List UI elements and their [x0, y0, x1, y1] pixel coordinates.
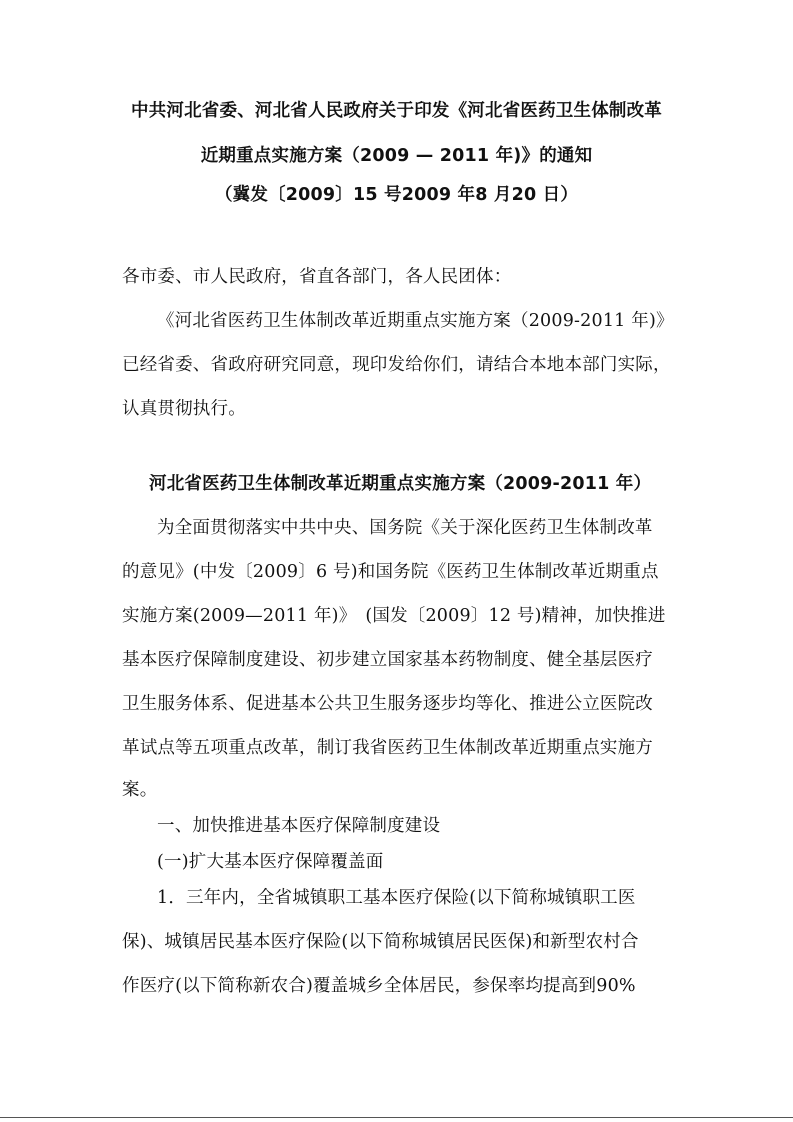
page-bottom-divider — [0, 1117, 793, 1118]
notice-body-line: 认真贯彻执行。 — [122, 399, 246, 419]
item-1-line: 作医疗(以下简称新农合)覆盖城乡全体居民，参保率均提高到90% — [122, 976, 636, 996]
plan-intro-line: 基本医疗保障制度建设、初步建立国家基本药物制度、健全基层医疗 — [122, 650, 653, 670]
plan-intro-line: 的意见》(中发〔2009〕6 号)和国务院《医药卫生体制改革近期重点 — [122, 562, 659, 582]
notice-issue-reference: （冀发〔2009〕15 号2009 年8 月20 日） — [214, 185, 579, 205]
plan-title: 河北省医药卫生体制改革近期重点实施方案（2009-2011 年） — [149, 474, 652, 494]
item-1-line: 保)、城镇居民基本医疗保险(以下简称城镇居民医保)和新型农村合 — [122, 932, 639, 952]
section-heading-1: 一、加快推进基本医疗保障制度建设 — [157, 816, 441, 836]
notice-body-line: 《河北省医药卫生体制改革近期重点实施方案（2009-2011 年)》 — [157, 311, 674, 331]
notice-title-line-1: 中共河北省委、河北省人民政府关于印发《河北省医药卫生体制改革 — [131, 101, 662, 121]
plan-intro-line: 实施方案(2009—2011 年)》 (国发〔2009〕12 号)精神，加快推进 — [122, 606, 666, 626]
plan-intro-line: 案。 — [122, 780, 158, 800]
item-1-line: 1．三年内，全省城镇职工基本医疗保险(以下简称城镇职工医 — [157, 888, 636, 908]
plan-intro-line: 卫生服务体系、促进基本公共卫生服务逐步均等化、推进公立医院改 — [122, 694, 653, 714]
notice-title-line-2: 近期重点实施方案（2009 — 2011 年)》的通知 — [200, 146, 593, 166]
plan-intro-line: 为全面贯彻落实中共中央、国务院《关于深化医药卫生体制改革 — [157, 518, 653, 538]
notice-salutation: 各市委、市人民政府，省直各部门，各人民团体： — [122, 267, 512, 287]
plan-intro-line: 革试点等五项重点改革，制订我省医药卫生体制改革近期重点实施方 — [122, 738, 653, 758]
notice-body-line: 已经省委、省政府研究同意，现印发给你们，请结合本地本部门实际， — [122, 355, 671, 375]
subsection-heading-1: (一)扩大基本医疗保障覆盖面 — [157, 852, 384, 872]
